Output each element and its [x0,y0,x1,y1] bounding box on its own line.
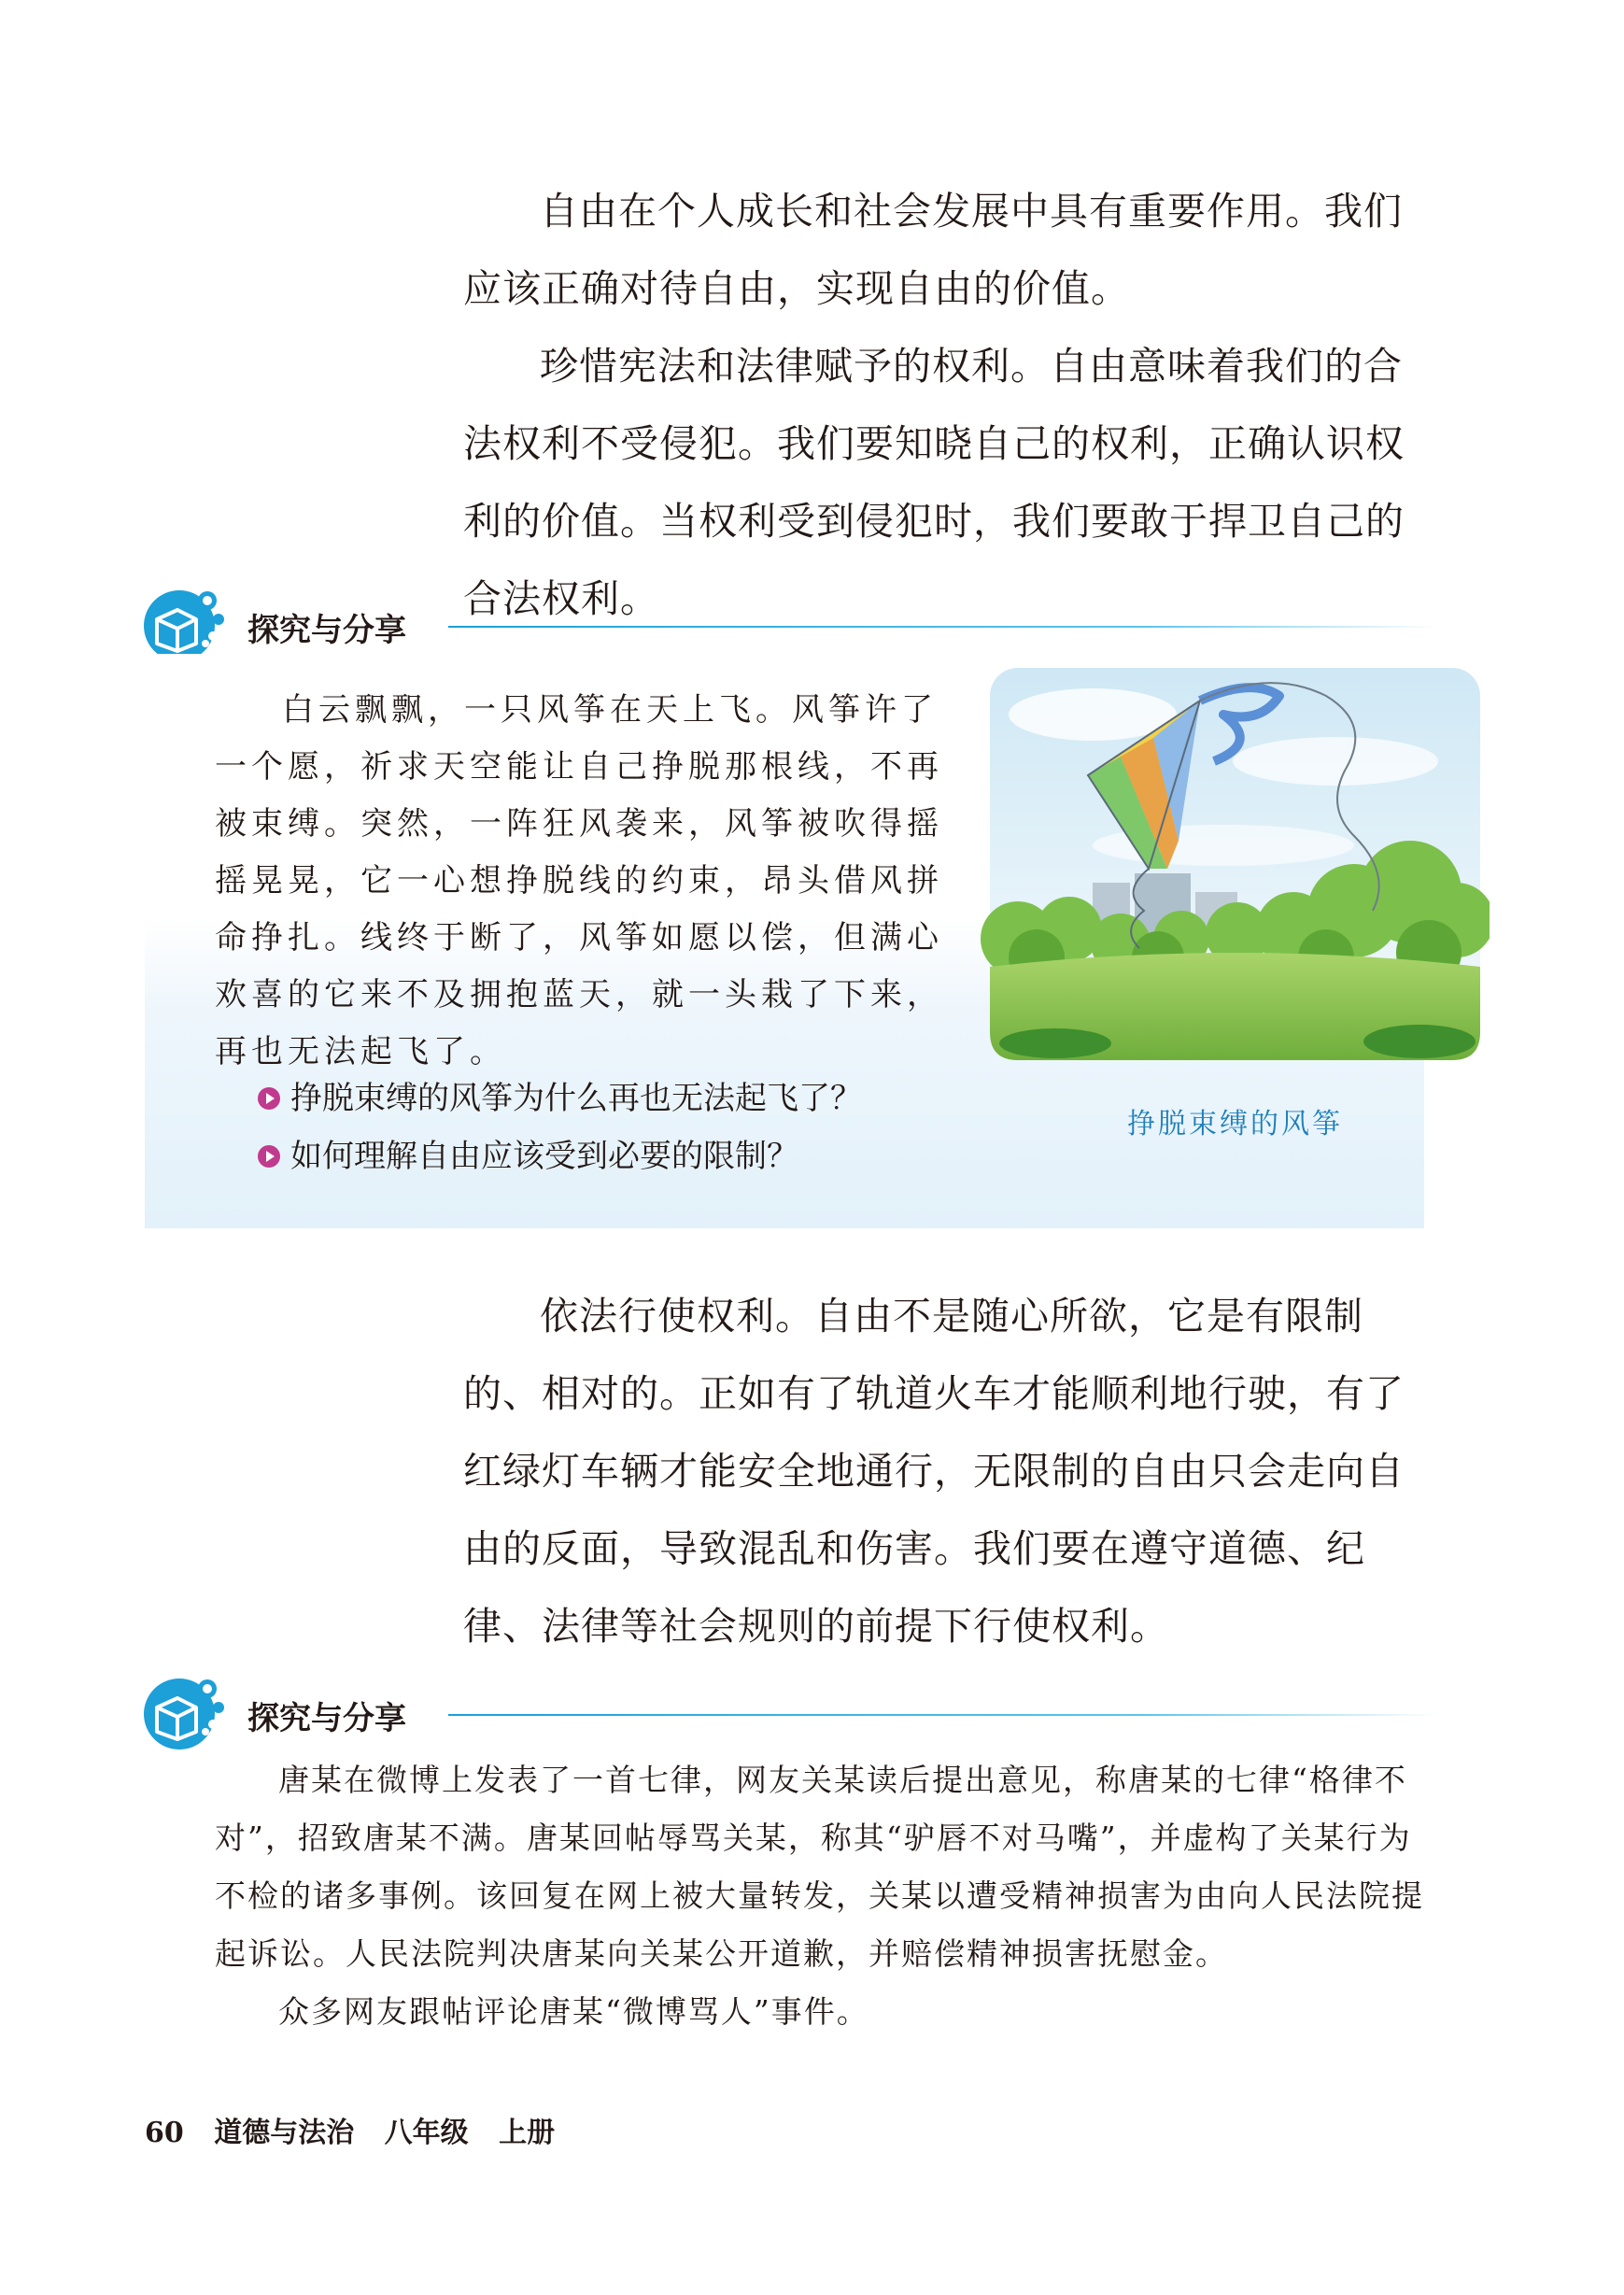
section-rule-1 [448,626,1438,628]
explore-share-icon [140,1672,224,1756]
section-header-2 [140,1672,1438,1756]
kite-story-text: 白云飘飘，一只风筝在天上飞。风筝许了一个愿，祈求天空能让自己挣脱那根线，不再被束缚。突然，一阵狂风袭来，风筝被吹得摇摇晃晃，它一心想挣脱线的约束，昂头借风拼命挣扎。线终于断了，风筝如愿以偿，但满心欢喜的它来不及拥抱蓝天，就一头栽了下来，再也无法起飞了。 [215,691,943,1070]
play-bullet-icon [257,1144,281,1169]
kite-image-caption: 挣脱束缚的风筝 [1127,1108,1343,1140]
question-text: 挣脱束缚的风筝为什么再也无法起飞了？ [290,1080,862,1117]
kite-illustration [981,659,1490,1070]
question-item [257,1127,862,1185]
case-paragraph: 众多网友跟帖评论唐某“微博骂人”事件。 [278,1993,869,2030]
paragraph-exercise-rights: 依法行使权利。自由不是随心所欲，它是有限制的、相对的。正如有了轨道火车才能顺利地行驶，有了红绿灯车辆才能安全地通行，无限制的自由只会走向自由的反面，导致混乱和伤害。我们要在遵守道德、纪律、法律等社会规则的前提下行使权利。 [463,1294,1405,1649]
page-footer [145,2109,575,2150]
question-text: 如何理解自由应该受到必要的限制？ [290,1138,798,1175]
paragraph-cherish-rights: 珍惜宪法和法律赋予的权利。自由意味着我们的合法权利不受侵犯。我们要知晓自己的权利，正确认识权利的价值。当权利受到侵犯时，我们要敢于捍卫自己的合法权利。 [463,344,1405,621]
top-text-block [463,173,1434,638]
section-title-2: 探究与分享 [247,1700,406,1737]
section-rule-2 [448,1714,1438,1716]
question-list-1 [257,1070,862,1185]
grade-label: 八年级 [384,2117,469,2149]
weibo-case-text [215,1751,1429,2041]
case-paragraph: 唐某在微博上发表了一首七律，网友关某读后提出意见，称唐某的七律“格律不对”，招致唐某不满。唐某回帖辱骂关某，称其“驴唇不对马嘴”，并虚构了关某行为不检的诸多事例。该回复在网上被大量转发，关某以遭受精神损害为由向人民法院提起诉讼。人民法院判决唐某向关某公开道歉，并赔偿精神损害抚慰金。 [215,1762,1424,1972]
section-title-1: 探究与分享 [247,612,406,649]
page-number: 60 [145,2117,184,2149]
paragraph-freedom-importance: 自由在个人成长和社会发展中具有重要作用。我们应该正确对待自由，实现自由的价值。 [463,189,1403,311]
middle-text-block [463,1278,1434,1665]
play-bullet-icon [257,1086,281,1111]
book-title: 道德与法治 [214,2117,355,2149]
volume-label: 上册 [499,2117,556,2149]
question-item [257,1070,862,1127]
